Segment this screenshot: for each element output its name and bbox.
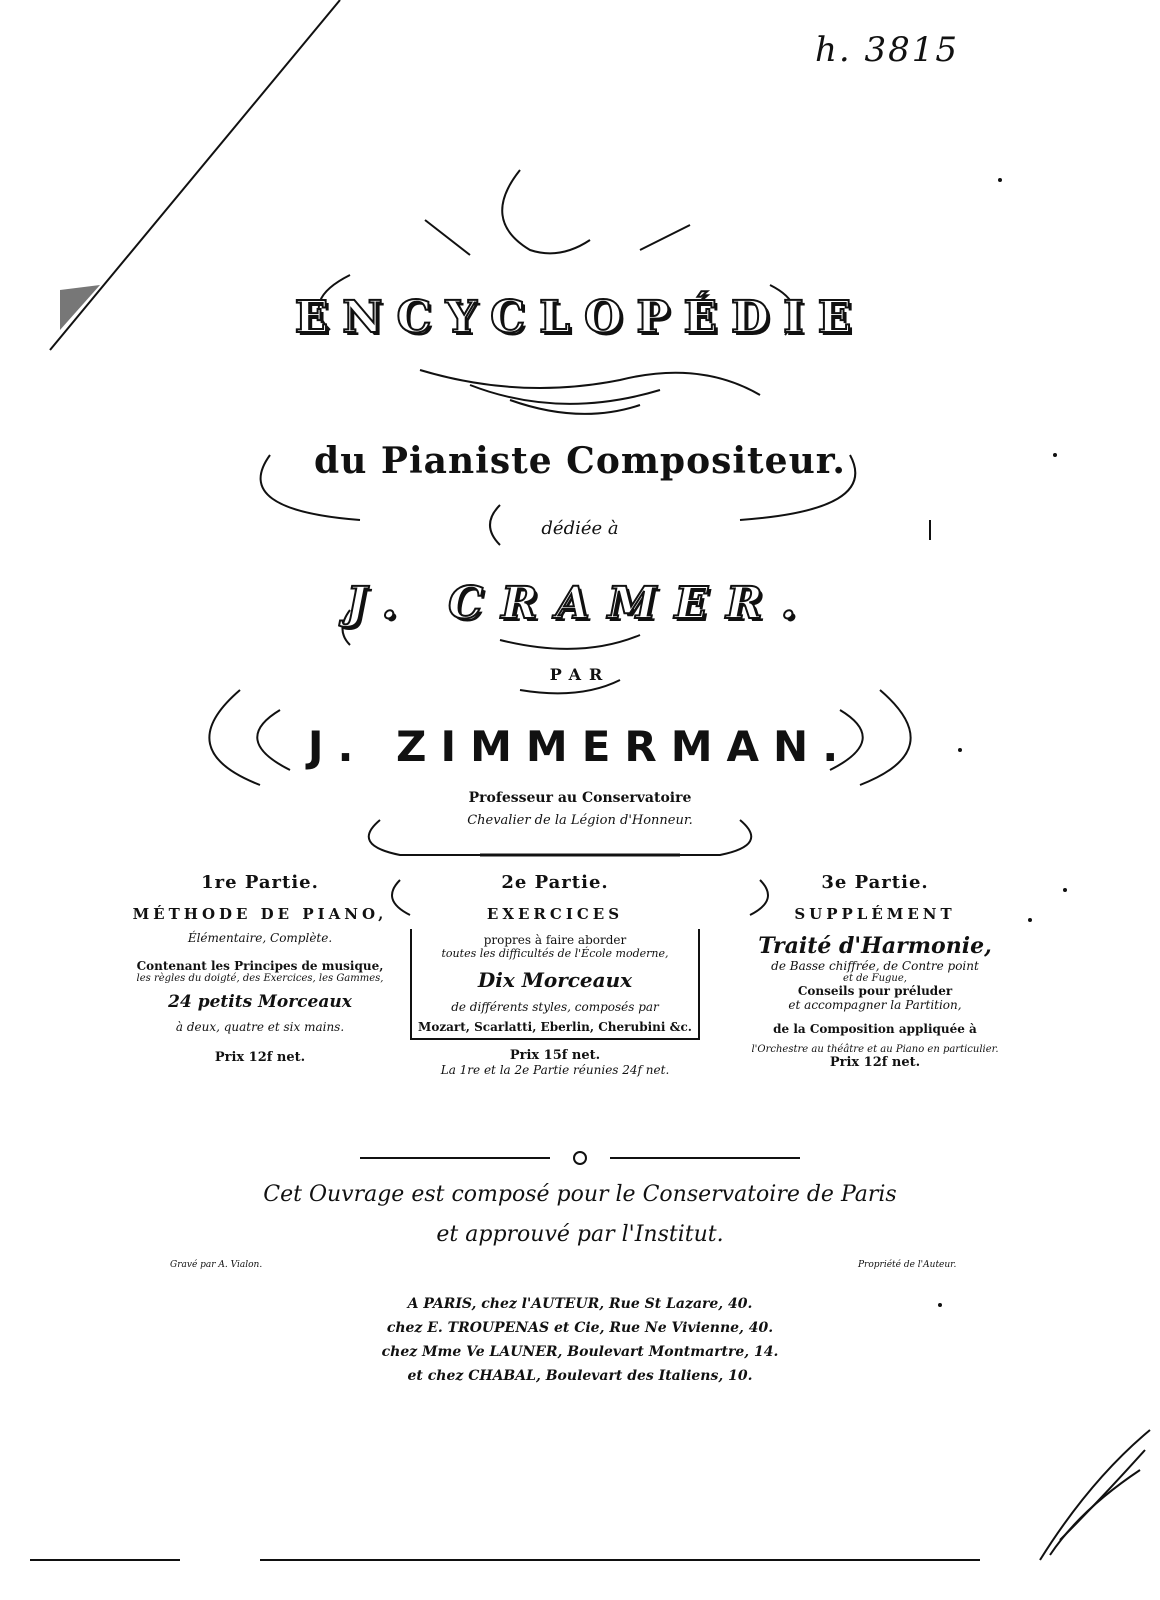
part-line: Mozart, Scarlatti, Eberlin, Cherubini &c. [418, 1020, 692, 1034]
part-line: de la Composition appliquée à [773, 1022, 977, 1036]
part-price: Prix 12f net. [829, 1055, 921, 1070]
part-line: les règles du doigté, des Exercices, les Gammes, [136, 973, 384, 984]
part-line: Contenant les Principes de musique, [136, 959, 384, 973]
address-line: et chez CHABAL, Boulevart des Italiens, 10. [407, 1368, 753, 1384]
part-line: Traité d'Harmonie, [758, 933, 992, 959]
title-encyclopedie: ENCYCLOPÉDIE [294, 292, 866, 343]
dedication: dédiée à [541, 518, 619, 539]
part-line: Dix Morceaux [477, 968, 633, 992]
part-line: de Basse chiffrée, de Contre point [771, 959, 979, 973]
part-line: de différents styles, composés par [451, 1000, 659, 1014]
part-line: toutes les difficultés de l'École moderne, [441, 947, 669, 960]
part-line: à deux, quatre et six mains. [175, 1020, 345, 1034]
address-line: chez Mme Ve LAUNER, Boulevart Montmartre, 14. [381, 1344, 779, 1360]
part-line: propres à faire aborder [483, 933, 627, 947]
part-column-3 [720, 872, 1030, 1070]
engraver-credit: Gravé par A. Vialon. [170, 1260, 263, 1270]
author-title-1: Professeur au Conservatoire [468, 790, 692, 806]
part-label: 2e Partie. [501, 872, 609, 893]
part-column-2 [410, 872, 700, 1077]
part-column-1 [110, 872, 410, 1065]
author-name: J. ZIMMERMAN. [307, 722, 853, 771]
title-subtitle: du Pianiste Compositeur. [314, 440, 846, 482]
property-note: Propriété de l'Auteur. [858, 1260, 957, 1270]
part-price: Prix 12f net. [214, 1050, 306, 1065]
part-extra-price: La 1re et la 2e Partie réunies 24f net. [440, 1063, 670, 1077]
part-line: et accompagner la Partition, [788, 998, 962, 1012]
approval-note-2: et approuvé par l'Institut. [436, 1222, 724, 1247]
part-line: Élémentaire, Complète. [187, 931, 333, 945]
par-label: PAR [549, 665, 611, 684]
part-label: 3e Partie. [821, 872, 929, 893]
part-heading: SUPPLÉMENT [794, 905, 956, 923]
part-line: et de Fugue, [843, 973, 907, 984]
shelfmark: h. 3815 [815, 30, 960, 70]
part-line: l'Orchestre au théâtre et au Piano en particulier. [751, 1044, 999, 1055]
dedicatee-name: J. CRAMER. [346, 578, 814, 629]
part-box [410, 929, 700, 1040]
address-line: A PARIS, chez l'AUTEUR, Rue St Lazare, 40. [407, 1296, 753, 1312]
part-heading: EXERCICES [486, 905, 624, 923]
approval-note-1: Cet Ouvrage est composé pour le Conservatoire de Paris [263, 1182, 897, 1207]
address-line: chez E. TROUPENAS et Cie, Rue Ne Vivienne, 40. [386, 1320, 774, 1336]
part-line: 24 petits Morceaux [168, 992, 352, 1012]
author-title-2: Chevalier de la Légion d'Honneur. [467, 813, 693, 828]
part-heading: MÉTHODE DE PIANO, [132, 905, 388, 923]
part-price: Prix 15f net. [509, 1048, 601, 1063]
part-line: Conseils pour préluder [797, 984, 953, 998]
part-label: 1re Partie. [201, 872, 319, 893]
